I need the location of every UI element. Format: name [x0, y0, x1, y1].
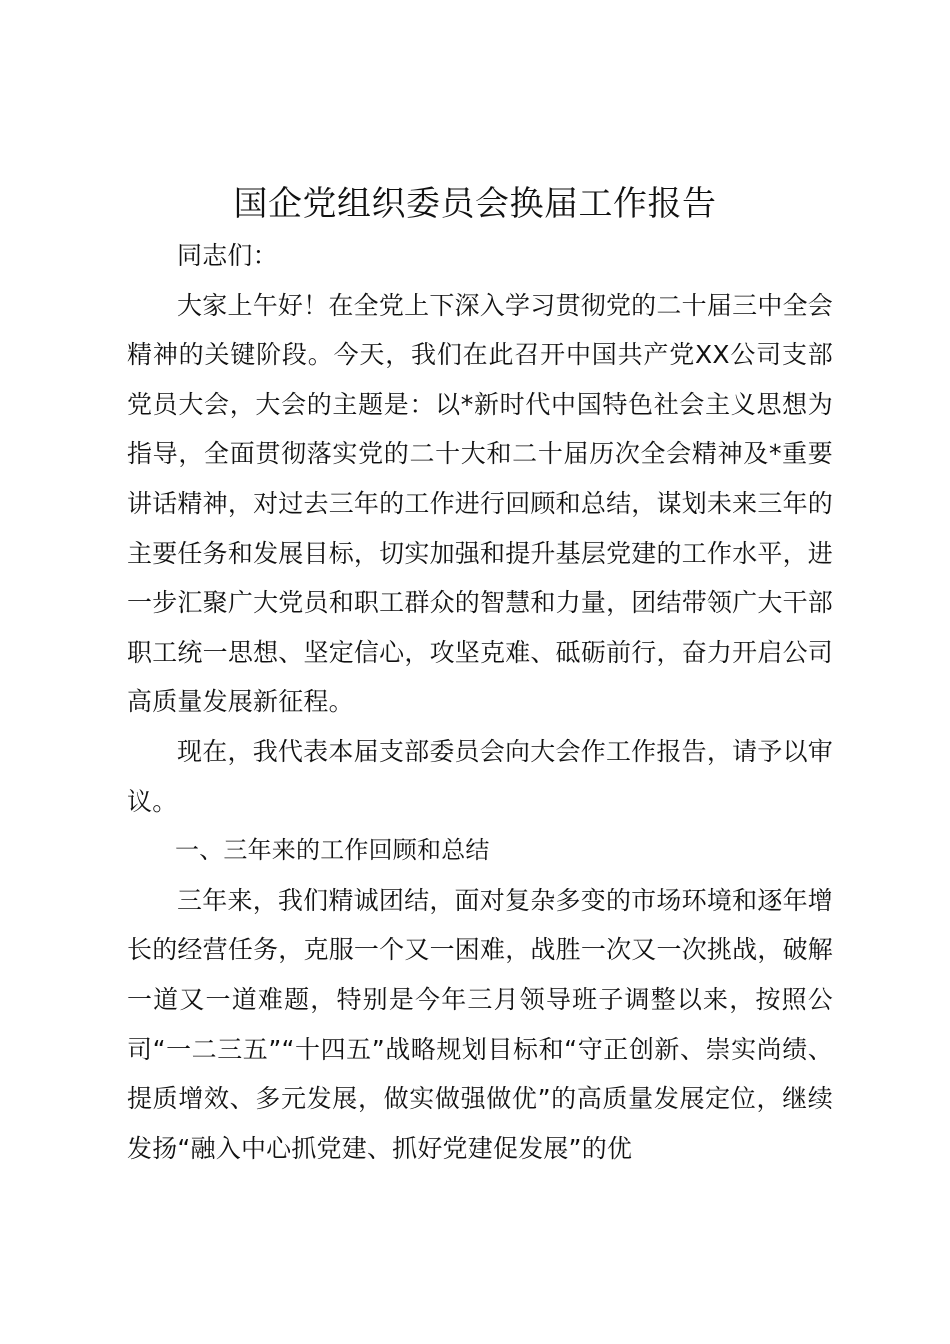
section-heading: 一、三年来的工作回顾和总结	[175, 836, 490, 865]
paragraph-section-one: 三年来，我们精诚团结，面对复杂多变的市场环境和逐年增长的经营任务，克服一个又一困难，战胜一次又一次挑战，破解一道又一道难题，特别是今年三月领导班子调整以来，按照公司“一二三五”“十四五”战略规划目标和“守正创新、崇实尚绩、提质增效、多元发展，做实做强做优”的高质量发展定位，继续发扬“融入中心抓党建、抓好党建促发展”的优	[127, 885, 833, 1163]
document-title: 国企党组织委员会换届工作报告	[233, 184, 717, 224]
salutation: 同志们：	[177, 241, 278, 270]
paragraph-opening: 大家上午好！在全党上下深入学习贯彻党的二十届三中全会精神的关键阶段。今天，我们在此召开中国共产党XX公司支部党员大会，大会的主题是：以*新时代中国特色社会主义思想为指导，全面贯彻落实党的二十大和二十届历次全会精神及*重要讲话精神，对过去三年的工作进行回顾和总结，谋划未来三年的主要任务和发展目标，切实加强和提升基层党建的工作水平，进一步汇聚广大党员和职工群众的智慧和力量，团结带领广大干部职工统一思想、坚定信心，攻坚克难、砥砺前行，奋力开启公司高质量发展新征程。	[127, 290, 833, 717]
document-body	[127, 231, 833, 1173]
paragraph-report-intro: 现在，我代表本届支部委员会向大会作工作报告，请予以审议。	[127, 736, 833, 816]
